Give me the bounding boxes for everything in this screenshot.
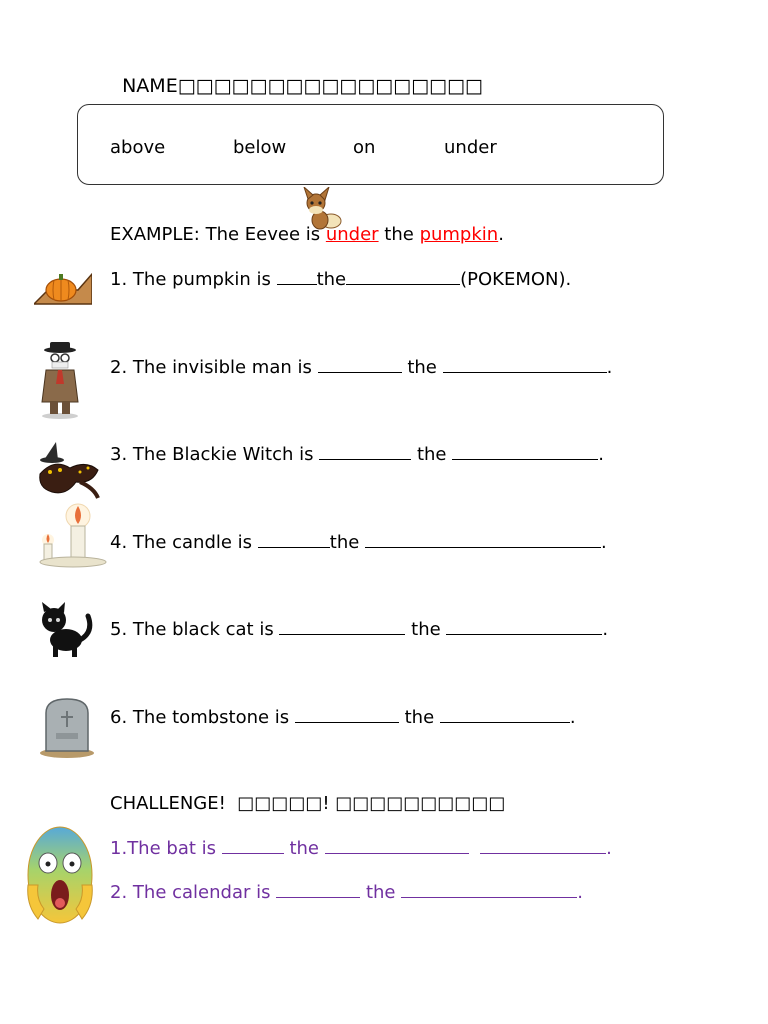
name-label: NAME: [122, 75, 178, 97]
black-cat-icon: [38, 602, 94, 658]
question-2-mid: the: [401, 357, 443, 378]
tombstone-icon: [38, 697, 96, 759]
example-suffix: .: [498, 224, 504, 245]
question-5-mid: the: [405, 619, 447, 640]
question-6-mid: the: [398, 707, 440, 728]
question-4-mid: the: [329, 532, 366, 553]
question-1-mid: the: [316, 269, 347, 290]
question-2-end: .: [606, 357, 613, 378]
question-6-end: .: [569, 707, 576, 728]
question-1-text: The pumpkin is: [132, 269, 277, 290]
challenge-2-end: .: [577, 882, 583, 903]
challenge-1-end: .: [606, 838, 612, 859]
question-3-number: 3.: [110, 444, 128, 465]
question-4-end: .: [601, 532, 607, 553]
challenge-2-text: The calendar is: [132, 882, 277, 903]
witch-cat-icon: [36, 440, 102, 500]
question-5-blank-1[interactable]: [279, 618, 405, 635]
challenge-1-mid: the: [283, 838, 325, 859]
question-3-text: The Blackie Witch is: [132, 444, 320, 465]
question-1-number: 1.: [110, 269, 128, 290]
question-4-blank-2[interactable]: [365, 531, 601, 548]
question-3-end: .: [598, 444, 604, 465]
challenge-1-blank-2[interactable]: [325, 837, 469, 854]
challenge-2-blank-1[interactable]: [276, 881, 360, 898]
question-1-blank-2[interactable]: [346, 268, 460, 285]
question-3: [110, 443, 604, 466]
example-prefix: EXAMPLE: The Eevee is: [110, 224, 326, 245]
screaming-face-icon: [26, 823, 94, 927]
question-5-number: 5.: [110, 619, 128, 640]
candle-icon: [38, 502, 108, 568]
question-6-text: The tombstone is: [132, 707, 295, 728]
question-2-blank-2[interactable]: [443, 356, 607, 373]
question-5-text: The black cat is: [132, 619, 280, 640]
question-4-blank-1[interactable]: [258, 531, 330, 548]
question-3-blank-2[interactable]: [452, 443, 598, 460]
invisible-man-icon: [36, 340, 84, 420]
challenge-1-blank-1[interactable]: [222, 837, 284, 854]
name-boxes: □□□□□□□□□□□□□□□□□: [177, 75, 483, 97]
challenge-1-blank-3[interactable]: [480, 837, 606, 854]
question-3-blank-1[interactable]: [319, 443, 411, 460]
question-2: [110, 356, 612, 379]
question-1-end: (POKEMON).: [460, 269, 572, 290]
question-2-blank-1[interactable]: [318, 356, 402, 373]
challenge-2-number: 2.: [110, 882, 128, 903]
word-bank-below: below: [233, 137, 287, 158]
example-answer-preposition: under: [325, 224, 379, 245]
question-4-number: 4.: [110, 532, 128, 553]
challenge-1-text: The bat is: [127, 838, 222, 859]
question-4: [110, 531, 607, 554]
question-5: [110, 618, 608, 641]
question-5-end: .: [602, 619, 609, 640]
question-4-text: The candle is: [132, 532, 258, 553]
question-1-blank-1[interactable]: [277, 268, 317, 285]
challenge-2-blank-2[interactable]: [401, 881, 577, 898]
challenge-title: CHALLENGE! □□□□□! □□□□□□□□□□: [110, 793, 506, 814]
challenge-2-mid: the: [360, 882, 402, 903]
challenge-1-number: 1.: [110, 838, 128, 859]
question-6-blank-2[interactable]: [440, 706, 570, 723]
word-bank-above: above: [110, 137, 166, 158]
question-6: [110, 706, 576, 729]
question-6-blank-1[interactable]: [295, 706, 399, 723]
pumpkin-icon: [34, 266, 92, 306]
word-bank-on: on: [353, 137, 376, 158]
question-2-text: The invisible man is: [132, 357, 318, 378]
name-line: [110, 53, 483, 97]
question-3-mid: the: [411, 444, 453, 465]
word-bank-under: under: [444, 137, 497, 158]
challenge-question-1: [110, 837, 612, 860]
example-sentence: [110, 224, 504, 246]
question-6-number: 6.: [110, 707, 128, 728]
example-answer-object: pumpkin: [419, 224, 499, 245]
challenge-question-2: [110, 881, 583, 904]
question-1: [110, 268, 571, 291]
example-middle: the: [378, 224, 420, 245]
question-2-number: 2.: [110, 357, 128, 378]
question-5-blank-2[interactable]: [446, 618, 602, 635]
